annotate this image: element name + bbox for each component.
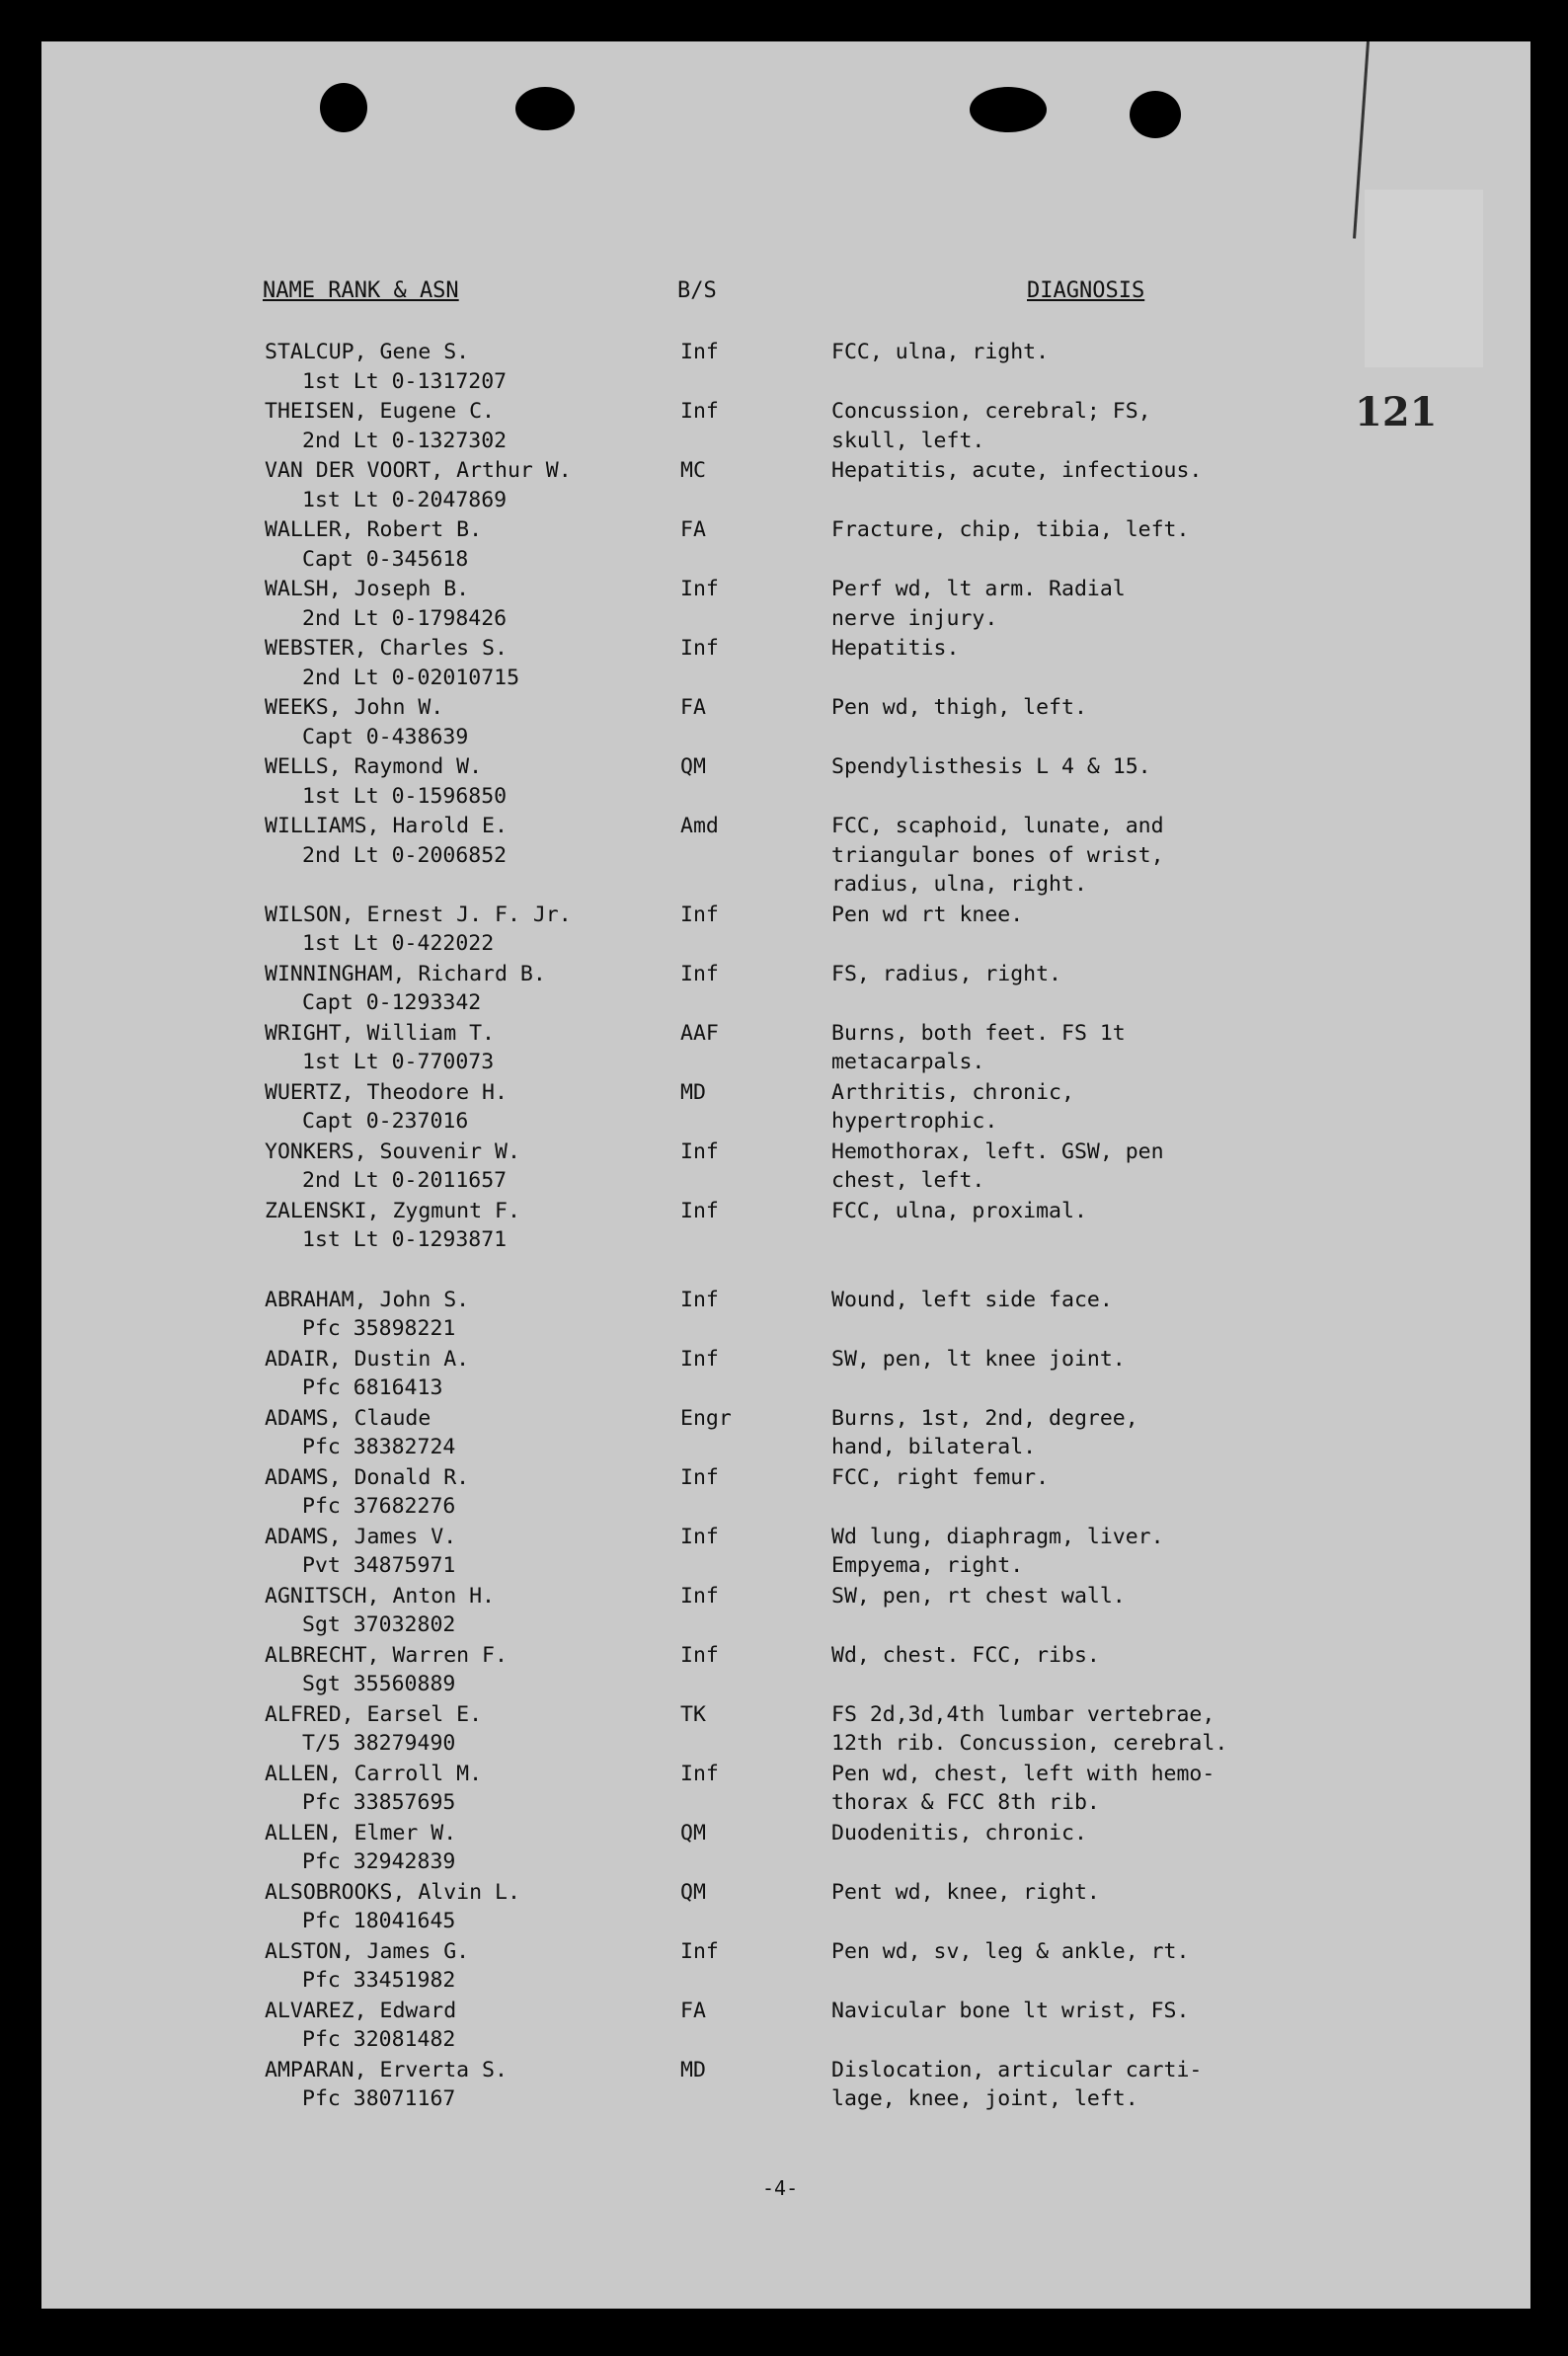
record-row <box>265 397 1410 455</box>
record-branch: QM <box>680 1820 706 1846</box>
record-name: AGNITSCH, Anton H. <box>265 1583 495 1609</box>
record-rank-asn: Pfc 33857695 <box>302 1790 456 1815</box>
record-name: ALSTON, James G. <box>265 1938 470 1964</box>
record-diagnosis: Hepatitis. <box>831 636 960 661</box>
record-branch: TK <box>680 1701 706 1727</box>
header-bs: B/S <box>677 278 717 303</box>
record-diagnosis: Pen wd, sv, leg & ankle, rt. <box>831 1938 1190 1964</box>
record-rank-asn: Pfc 35898221 <box>302 1316 456 1341</box>
record-diagnosis: Spendylisthesis L 4 & 15. <box>831 754 1151 779</box>
record-name: ALLEN, Carroll M. <box>265 1761 483 1786</box>
punch-hole <box>1130 91 1181 138</box>
record-branch: Inf <box>680 399 719 424</box>
record-branch: Inf <box>680 1287 719 1312</box>
record-name: ALSOBROOKS, Alvin L. <box>265 1879 520 1905</box>
record-name-rank <box>265 1641 699 1699</box>
record-rank-asn: 2nd Lt 0-1798426 <box>302 605 508 631</box>
record-rank-asn: Pfc 38382724 <box>302 1435 456 1459</box>
record-name-rank <box>265 1878 699 1936</box>
section-gap <box>265 1256 1410 1286</box>
record-branch: MD <box>680 1079 706 1105</box>
record-name-rank <box>265 338 699 396</box>
record-name: ZALENSKI, Zygmunt F. <box>265 1198 520 1223</box>
record-diagnosis: Arthritis, chronic, hypertrophic. <box>831 1079 1074 1134</box>
record-rank-asn: 2nd Lt 0-1327302 <box>302 428 508 453</box>
record-branch: AAF <box>680 1020 719 1046</box>
record-row <box>265 1404 1410 1462</box>
record-name: YONKERS, Souvenir W. <box>265 1139 520 1164</box>
record-row <box>265 1700 1410 1759</box>
record-name: WEBSTER, Charles S. <box>265 636 508 661</box>
record-branch: Inf <box>680 1642 719 1668</box>
record-name-rank <box>265 1937 699 1996</box>
record-diagnosis: Perf wd, lt arm. Radial nerve injury. <box>831 577 1126 631</box>
record-diagnosis: SW, pen, rt chest wall. <box>831 1583 1126 1609</box>
record-name-rank <box>265 1523 699 1581</box>
record-row <box>265 752 1410 811</box>
record-branch: Engr <box>680 1405 732 1431</box>
record-row <box>265 1345 1410 1403</box>
record-name: ALBRECHT, Warren F. <box>265 1642 508 1668</box>
record-rank-asn: Pfc 37682276 <box>302 1494 456 1519</box>
record-row <box>265 1286 1410 1344</box>
record-rank-asn: 1st Lt 0-1317207 <box>302 368 508 394</box>
record-name: AMPARAN, Erverta S. <box>265 2057 508 2082</box>
record-name-rank <box>265 575 699 633</box>
column-header <box>263 278 1250 308</box>
header-name-rank-asn: NAME RANK & ASN <box>263 278 459 303</box>
record-diagnosis: Hepatitis, acute, infectious. <box>831 458 1203 483</box>
record-name-rank <box>265 1345 699 1403</box>
record-branch: Inf <box>680 340 719 364</box>
record-name-rank <box>265 901 699 959</box>
record-rank-asn: 2nd Lt 0-2011657 <box>302 1168 508 1193</box>
record-row <box>265 1523 1410 1581</box>
record-name: WILSON, Ernest J. F. Jr. <box>265 902 572 927</box>
record-name: STALCUP, Gene S. <box>265 340 470 364</box>
record-rank-asn: Pfc 38071167 <box>302 2086 456 2111</box>
record-row <box>265 1641 1410 1699</box>
record-row <box>265 1463 1410 1522</box>
record-branch: MC <box>680 458 706 483</box>
record-name: WUERTZ, Theodore H. <box>265 1079 508 1105</box>
record-diagnosis: Concussion, cerebral; FS, skull, left. <box>831 399 1151 453</box>
record-name: VAN DER VOORT, Arthur W. <box>265 458 572 483</box>
record-diagnosis: FS 2d,3d,4th lumbar vertebrae, 12th rib. Concussion, cerebral. <box>831 1701 1228 1756</box>
record-name-rank <box>265 515 699 574</box>
record-row <box>265 575 1410 633</box>
record-name-rank <box>265 1463 699 1522</box>
record-row <box>265 456 1410 514</box>
record-name: ADAMS, Claude <box>265 1405 431 1431</box>
record-branch: Inf <box>680 1761 719 1786</box>
record-branch: Inf <box>680 1464 719 1490</box>
record-name: WINNINGHAM, Richard B. <box>265 961 546 986</box>
record-name-rank <box>265 1078 699 1137</box>
document-page <box>41 41 1530 2309</box>
record-name-rank <box>265 397 699 455</box>
record-diagnosis: Pen wd, thigh, left. <box>831 695 1087 720</box>
record-rank-asn: Capt 0-345618 <box>302 546 469 572</box>
record-list <box>265 338 1410 2115</box>
record-branch: FA <box>680 695 706 720</box>
record-rank-asn: Sgt 37032802 <box>302 1612 456 1637</box>
record-branch: Inf <box>680 1524 719 1549</box>
record-diagnosis: Hemothorax, left. GSW, pen chest, left. <box>831 1139 1164 1193</box>
record-rank-asn: Pfc 6816413 <box>302 1375 443 1400</box>
record-diagnosis: Wd, chest. FCC, ribs. <box>831 1642 1100 1668</box>
record-row <box>265 1997 1410 2055</box>
record-name-rank <box>265 1700 699 1759</box>
record-name: WALLER, Robert B. <box>265 517 483 542</box>
record-branch: Inf <box>680 961 719 986</box>
record-name-rank <box>265 1997 699 2055</box>
record-rank-asn: Sgt 35560889 <box>302 1672 456 1696</box>
record-name-rank <box>265 634 699 692</box>
record-name-rank <box>265 1197 699 1255</box>
record-name-rank <box>265 1404 699 1462</box>
record-row <box>265 2056 1410 2114</box>
record-diagnosis: FCC, right femur. <box>831 1464 1050 1490</box>
record-name: ALLEN, Elmer W. <box>265 1820 457 1846</box>
record-rank-asn: 2nd Lt 0-02010715 <box>302 665 520 690</box>
record-row <box>265 812 1410 900</box>
record-row <box>265 1819 1410 1877</box>
record-rank-asn: 1st Lt 0-770073 <box>302 1050 495 1074</box>
record-diagnosis: Wound, left side face. <box>831 1287 1113 1312</box>
record-diagnosis: FS, radius, right. <box>831 961 1061 986</box>
record-rank-asn: T/5 38279490 <box>302 1731 456 1756</box>
record-row <box>265 1582 1410 1640</box>
record-rank-asn: Capt 0-1293342 <box>302 990 482 1015</box>
record-branch: QM <box>680 1879 706 1905</box>
punch-hole <box>515 87 575 130</box>
record-name: WEEKS, John W. <box>265 695 444 720</box>
record-row <box>265 1878 1410 1936</box>
record-name: WRIGHT, William T. <box>265 1020 495 1046</box>
record-name-rank <box>265 1760 699 1818</box>
record-rank-asn: Pvt 34875971 <box>302 1553 456 1578</box>
record-branch: Inf <box>680 1938 719 1964</box>
record-diagnosis: Pent wd, knee, right. <box>831 1879 1100 1905</box>
record-branch: FA <box>680 1998 706 2023</box>
record-name-rank <box>265 752 699 811</box>
record-rank-asn: Capt 0-438639 <box>302 724 469 749</box>
record-diagnosis: Wd lung, diaphragm, liver. Empyema, right. <box>831 1524 1164 1578</box>
record-branch: FA <box>680 517 706 542</box>
record-rank-asn: 1st Lt 0-422022 <box>302 931 495 956</box>
record-row <box>265 1760 1410 1818</box>
page-footer: -4- <box>762 2176 799 2200</box>
punch-hole <box>970 87 1047 132</box>
record-diagnosis: SW, pen, lt knee joint. <box>831 1346 1126 1372</box>
record-diagnosis: Dislocation, articular carti- lage, knee, joint, left. <box>831 2057 1203 2111</box>
record-diagnosis: Duodenitis, chronic. <box>831 1820 1087 1846</box>
record-name: ALVAREZ, Edward <box>265 1998 457 2023</box>
record-rank-asn: 1st Lt 0-2047869 <box>302 487 508 512</box>
record-rank-asn: Pfc 32081482 <box>302 2027 456 2052</box>
punch-hole <box>320 83 367 132</box>
record-branch: QM <box>680 754 706 779</box>
record-name-rank <box>265 2056 699 2114</box>
record-name-rank <box>265 812 699 870</box>
record-row <box>265 1078 1410 1137</box>
record-name-rank <box>265 1019 699 1077</box>
record-name-rank <box>265 456 699 514</box>
record-diagnosis: Fracture, chip, tibia, left. <box>831 517 1190 542</box>
record-diagnosis: Burns, 1st, 2nd, degree, hand, bilateral. <box>831 1405 1138 1459</box>
record-row <box>265 1019 1410 1077</box>
record-name-rank <box>265 1138 699 1196</box>
page-number: 121 <box>1355 389 1438 435</box>
record-branch: Inf <box>680 1583 719 1609</box>
record-diagnosis: Burns, both feet. FS 1t metacarpals. <box>831 1020 1126 1074</box>
record-name-rank <box>265 960 699 1018</box>
record-branch: Inf <box>680 1346 719 1372</box>
record-branch: Inf <box>680 1198 719 1223</box>
record-name: ADAMS, Donald R. <box>265 1464 470 1490</box>
record-rank-asn: 1st Lt 0-1293871 <box>302 1227 508 1252</box>
record-row <box>265 515 1410 574</box>
record-row <box>265 338 1410 396</box>
record-diagnosis: Pen wd rt knee. <box>831 902 1024 927</box>
record-rank-asn: Pfc 32942839 <box>302 1849 456 1874</box>
record-diagnosis: FCC, ulna, proximal. <box>831 1198 1087 1223</box>
record-row <box>265 634 1410 692</box>
record-diagnosis: FCC, scaphoid, lunate, and triangular bones of wrist, radius, ulna, right. <box>831 814 1164 897</box>
record-name: THEISEN, Eugene C. <box>265 399 495 424</box>
record-rank-asn: Capt 0-237016 <box>302 1109 469 1134</box>
record-name: WILLIAMS, Harold E. <box>265 814 508 838</box>
record-rank-asn: 1st Lt 0-1596850 <box>302 783 508 809</box>
record-name-rank <box>265 1582 699 1640</box>
record-name: ABRAHAM, John S. <box>265 1287 470 1312</box>
record-branch: Inf <box>680 577 719 601</box>
record-branch: Inf <box>680 636 719 661</box>
record-row <box>265 1138 1410 1196</box>
record-rank-asn: Pfc 33451982 <box>302 1968 456 1993</box>
record-row <box>265 960 1410 1018</box>
record-row <box>265 1197 1410 1255</box>
record-name: WELLS, Raymond W. <box>265 754 483 779</box>
record-name-rank <box>265 1286 699 1344</box>
record-diagnosis: Pen wd, chest, left with hemo- thorax & FCC 8th rib. <box>831 1761 1215 1815</box>
record-name: ADAIR, Dustin A. <box>265 1346 470 1372</box>
record-name: ALFRED, Earsel E. <box>265 1701 483 1727</box>
record-name: WALSH, Joseph B. <box>265 577 470 601</box>
record-row <box>265 693 1410 751</box>
record-name-rank <box>265 1819 699 1877</box>
record-name: ADAMS, James V. <box>265 1524 457 1549</box>
record-rank-asn: Pfc 18041645 <box>302 1909 456 1933</box>
record-branch: Inf <box>680 902 719 927</box>
record-branch: Inf <box>680 1139 719 1164</box>
record-branch: Amd <box>680 814 719 838</box>
record-name-rank <box>265 693 699 751</box>
record-row <box>265 901 1410 959</box>
record-row <box>265 1937 1410 1996</box>
record-branch: MD <box>680 2057 706 2082</box>
header-diagnosis: DIAGNOSIS <box>1027 278 1145 303</box>
record-diagnosis: Navicular bone lt wrist, FS. <box>831 1998 1190 2023</box>
record-diagnosis: FCC, ulna, right. <box>831 340 1050 364</box>
record-rank-asn: 2nd Lt 0-2006852 <box>302 842 508 868</box>
